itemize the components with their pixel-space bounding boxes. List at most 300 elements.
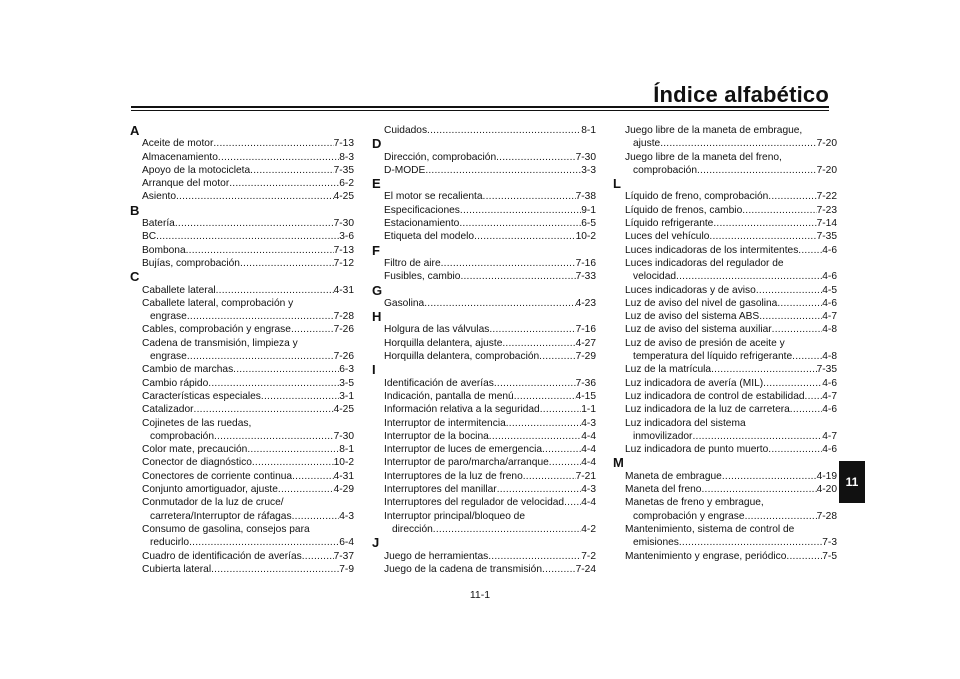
index-entry [130,151,354,164]
index-entry-term: Aceite de motor [142,138,214,150]
dot-leader [786,550,822,563]
index-entry-term: engrase [150,311,187,323]
index-entry-term: comprobación y engrase [633,510,745,522]
dot-leader [292,470,334,483]
index-entry-line: Juego libre de la maneta del freno, [625,151,782,163]
index-entry-line: Mantenimiento, sistema de control de [625,523,795,535]
index-entry-term: BC [142,231,157,243]
index-entry [613,536,837,549]
index-entry-page: 4-7 [822,430,837,442]
index-entry-term: Conjunto amortiguador, ajuste [142,484,278,496]
index-entry [372,430,596,443]
index-entry-page: 4-5 [822,284,837,296]
dot-leader [156,230,339,243]
dot-leader [692,430,822,443]
index-entry-page: 8-1 [339,444,354,456]
index-entry-term: ajuste [633,138,661,150]
title-rule-thin [131,110,829,111]
index-entry [130,177,354,190]
dot-leader [564,496,581,509]
index-entry-page: 4-6 [822,271,837,283]
dot-leader [250,164,333,177]
index-entry [372,164,596,177]
index-entry-line: Consumo de gasolina, consejos para [142,523,310,535]
dot-leader [768,443,822,456]
index-entry [130,284,354,297]
index-entry-term: D-MODE [384,164,426,176]
index-entry-term: Información relativa a la seguridad [384,404,540,416]
index-entry-term: Filtro de aire [384,257,441,269]
index-entry [130,257,354,270]
index-entry [613,430,837,443]
index-entry-term: inmovilizador [633,430,693,442]
index-entry-page: 3-6 [339,231,354,243]
index-entry-page: 7-3 [822,537,837,549]
dot-leader [425,164,581,177]
index-entry-page: 7-2 [581,550,596,562]
index-entry-page: 7-21 [575,470,596,482]
index-entry-term: Color mate, precaución [142,444,248,456]
index-entry [130,483,354,496]
dot-leader [494,377,576,390]
page-number: 11-1 [469,589,491,601]
index-entry-term: Caballete lateral [142,284,216,296]
dot-leader [229,177,339,190]
dot-leader [189,536,339,549]
index-entry [130,217,354,230]
index-entry-term: Almacenamiento [142,151,218,163]
index-entry [613,550,837,563]
dot-leader [523,470,576,483]
index-entry [130,164,354,177]
index-entry-term: temperatura del líquido refrigerante [633,351,793,363]
dot-leader [777,297,822,310]
dot-leader [441,257,576,270]
index-entry-term: Bujías, comprobación [142,257,240,269]
index-entry-term: Estacionamiento [384,218,460,230]
index-entry [372,390,596,403]
index-entry-page: 7-20 [816,164,837,176]
index-entry-page: 4-29 [333,484,354,496]
dot-leader [252,456,334,469]
index-entry [372,204,596,217]
index-entry-term: Líquido refrigerante [625,218,714,230]
dot-leader [459,217,581,230]
index-entry-term: Luces indicadoras de los intermitentes [625,244,799,256]
index-entry-term: Holgura de las válvulas [384,324,490,336]
index-entry-page: 7-30 [333,430,354,442]
dot-leader [745,510,817,523]
index-entry-page: 4-25 [333,404,354,416]
index-entry [613,204,837,217]
index-letter-heading: B [130,202,140,218]
index-entry-line: Conmutador de la luz de cruce/ [142,497,284,509]
index-entry [130,550,354,563]
index-entry-page: 6-2 [339,178,354,190]
dot-leader [187,350,334,363]
dot-leader [660,137,816,150]
index-entry-page: 3-5 [339,377,354,389]
dot-leader [756,284,822,297]
index-entry-line: Luces indicadoras del regulador de [625,257,784,269]
index-entry-page: 4-6 [822,377,837,389]
index-letter-heading: M [613,455,624,471]
index-entry-term: Luz de aviso del sistema ABS [625,311,760,323]
dot-leader [759,310,822,323]
dot-leader [542,563,576,576]
index-entry-page: 4-3 [581,484,596,496]
index-letter-heading: I [372,362,376,378]
dot-leader [240,257,334,270]
index-entry-page: 7-28 [816,510,837,522]
index-entry-page: 7-9 [339,563,354,575]
index-entry-page: 3-3 [581,164,596,176]
index-entry [372,403,596,416]
index-entry [613,403,837,416]
index-entry [613,284,837,297]
index-entry [372,483,596,496]
index-entry [613,270,837,283]
index-entry-term: Batería [142,218,175,230]
dot-leader [460,204,581,217]
index-entry-page: 7-36 [575,377,596,389]
index-entry-term: Luz indicadora de punto muerto [625,444,769,456]
index-entry [130,363,354,376]
index-entry [613,390,837,403]
index-entry-term: Fusibles, cambio [384,271,461,283]
index-entry-term: Maneta del freno [625,484,702,496]
index-entry-page: 4-8 [822,351,837,363]
index-entry-page: 7-26 [333,351,354,363]
index-entry [130,470,354,483]
index-entry [372,377,596,390]
index-entry-line: Interruptor principal/bloqueo de [384,510,526,522]
index-entry-term: Cambio de marchas [142,364,234,376]
index-entry [372,563,596,576]
dot-leader [460,270,575,283]
index-entry-term: Interruptor de intermitencia [384,417,506,429]
dot-leader [489,430,581,443]
index-entry-term: Luz de aviso del nivel de gasolina [625,297,778,309]
dot-leader [424,297,575,310]
index-entry-term: Asiento [142,191,176,203]
index-entry-page: 7-38 [575,191,596,203]
index-column-3 [613,124,837,563]
index-entry [372,443,596,456]
dot-leader [176,190,334,203]
index-entry-page: 4-3 [581,417,596,429]
index-entry [130,137,354,150]
dot-leader [218,151,339,164]
index-entry [372,417,596,430]
index-entry-term: Interruptor de luces de emergencia [384,444,542,456]
index-entry [613,190,837,203]
index-entry-term: El motor se recalienta [384,191,483,203]
index-entry-term: Conectores de corriente continua [142,470,293,482]
index-entry-page: 4-31 [333,284,354,296]
index-entry [613,310,837,323]
index-entry-page: 7-26 [333,324,354,336]
index-entry-page: 6-5 [581,218,596,230]
dot-leader [549,456,581,469]
index-entry [130,310,354,323]
index-entry-page: 4-31 [333,470,354,482]
index-entry-term: comprobación [633,164,697,176]
dot-leader [483,190,576,203]
index-entry-term: Luz de aviso del sistema auxiliar [625,324,772,336]
index-entry [372,257,596,270]
dot-leader [496,151,575,164]
index-entry-term: Luces indicadoras y de aviso [625,284,756,296]
index-entry-term: Bombona [142,244,186,256]
index-entry-page: 7-24 [575,563,596,575]
index-entry-page: 7-20 [816,138,837,150]
title-rule [131,106,829,108]
dot-leader [792,350,822,363]
index-entry-term: Características especiales [142,390,261,402]
index-entry [130,377,354,390]
dot-leader [214,430,334,443]
index-entry-term: Identificación de averías [384,377,494,389]
index-letter-heading: D [372,136,382,152]
index-entry [372,523,596,536]
index-entry-page: 7-35 [333,164,354,176]
dot-leader [798,244,822,257]
index-entry [372,217,596,230]
index-entry-term: Luz indicadora de la luz de carretera [625,404,790,416]
dot-leader [506,417,582,430]
index-entry-page: 4-25 [333,191,354,203]
index-entry-page: 7-35 [816,364,837,376]
index-entry-page: 7-29 [575,351,596,363]
index-entry [372,270,596,283]
dot-leader [175,217,334,230]
index-entry-term: Cuidados [384,125,428,136]
dot-leader [697,164,817,177]
index-entry-term: Cubierta lateral [142,563,212,575]
index-letter-heading: G [372,282,383,298]
index-entry-page: 4-7 [822,311,837,323]
dot-leader [208,377,339,390]
dot-leader [247,443,339,456]
index-entry [372,124,596,137]
index-entry [613,217,837,230]
index-entry-term: Catalizador [142,404,194,416]
index-entry [372,297,596,310]
index-entry-page: 4-8 [822,324,837,336]
index-entry [613,244,837,257]
index-entry [372,190,596,203]
dot-leader [676,270,822,283]
index-entry-term: Arranque del motor [142,178,230,190]
index-entry-term: Conector de diagnóstico [142,457,252,469]
index-entry-page: 4-4 [581,444,596,456]
index-entry-page: 10-2 [575,231,596,243]
index-entry [613,323,837,336]
dot-leader [427,124,581,137]
index-column-2 [372,124,596,576]
index-entry-page: 4-6 [822,404,837,416]
index-entry-term: Líquido de freno, comprobación [625,191,769,203]
dot-leader [216,284,334,297]
dot-leader [497,483,582,496]
index-entry [130,390,354,403]
dot-leader [713,217,816,230]
index-entry-page: 7-35 [816,231,837,243]
index-entry-page: 4-7 [822,390,837,402]
dot-leader [213,137,333,150]
dot-leader [433,523,581,536]
dot-leader [261,390,339,403]
index-entry-term: emisiones [633,537,679,549]
dot-leader [763,377,822,390]
dot-leader [292,510,340,523]
index-entry [130,403,354,416]
index-entry [372,337,596,350]
index-entry [130,563,354,576]
index-entry-line: Cadena de transmisión, limpieza y [142,337,298,349]
index-entry-term: Etiqueta del modelo [384,231,475,243]
index-entry [372,550,596,563]
index-entry [613,137,837,150]
index-entry [130,536,354,549]
index-letter-heading: J [372,535,380,551]
dot-leader [302,550,334,563]
index-entry-term: Interruptor de la bocina [384,430,489,442]
dot-leader [772,323,823,336]
dot-leader [474,230,576,243]
index-entry [372,151,596,164]
index-entry [372,456,596,469]
index-entry-line: Juego libre de la maneta de embrague, [625,125,803,136]
index-entry-page: 4-6 [822,444,837,456]
index-column-1 [130,124,354,576]
dot-leader [805,390,823,403]
index-entry-page: 7-16 [575,324,596,336]
index-entry [130,230,354,243]
index-entry [130,430,354,443]
index-entry [372,230,596,243]
dot-leader [233,363,339,376]
index-entry-page: 7-30 [333,218,354,230]
index-entry [613,443,837,456]
dot-leader [722,470,817,483]
index-entry [130,244,354,257]
index-entry [372,350,596,363]
index-entry [372,496,596,509]
index-entry-term: Horquilla delantera, comprobación [384,351,540,363]
dot-leader [502,337,575,350]
index-entry [130,190,354,203]
index-letter-heading: A [130,123,140,138]
index-entry-term: Interruptores del manillar [384,484,497,496]
index-entry-page: 7-23 [816,204,837,216]
index-entry-page: 4-4 [581,497,596,509]
dot-leader [488,550,581,563]
index-entry-page: 4-2 [581,523,596,535]
dot-leader [211,563,339,576]
index-entry-page: 4-4 [581,430,596,442]
index-entry-term: comprobación [150,430,214,442]
dot-leader [489,323,575,336]
index-entry [613,377,837,390]
index-entry-term: Interruptores del regulador de velocidad [384,497,565,509]
index-entry-page: 7-37 [333,550,354,562]
index-entry-term: Cambio rápido [142,377,209,389]
index-entry-term: Líquido de frenos, cambio [625,204,743,216]
index-entry-page: 4-19 [816,470,837,482]
index-entry-page: 4-23 [575,297,596,309]
dot-leader [291,323,334,336]
index-entry-term: Interruptor de paro/marcha/arranque [384,457,549,469]
index-entry [130,510,354,523]
dot-leader [701,483,816,496]
index-letter-heading: L [613,176,621,192]
index-entry-term: Cuadro de identificación de averías [142,550,302,562]
index-entry [613,350,837,363]
dot-leader [187,310,334,323]
index-entry-page: 8-1 [581,125,596,136]
index-entry-page: 10-2 [333,457,354,469]
index-entry-page: 1-1 [581,404,596,416]
dot-leader [679,536,822,549]
index-entry-page: 7-16 [575,257,596,269]
index-letter-heading: C [130,269,140,285]
index-entry-page: 4-3 [339,510,354,522]
index-letter-heading: E [372,176,381,192]
dot-leader [514,390,576,403]
dot-leader [186,244,334,257]
index-entry [130,323,354,336]
index-entry [613,230,837,243]
index-entry-term: Horquilla delantera, ajuste [384,337,503,349]
index-entry [613,164,837,177]
dot-leader [709,230,816,243]
index-entry-term: Mantenimiento y engrase, periódico [625,550,787,562]
index-entry-page: 9-1 [581,204,596,216]
index-entry-page: 7-22 [816,191,837,203]
index-entry-page: 4-6 [822,297,837,309]
index-entry-page: 3-1 [339,390,354,402]
index-entry-page: 7-13 [333,244,354,256]
index-entry-page: 7-12 [333,257,354,269]
index-entry [613,470,837,483]
index-entry [613,297,837,310]
index-entry-page: 7-28 [333,311,354,323]
index-entry-term: Luces del vehículo [625,231,710,243]
index-entry-page: 7-33 [575,271,596,283]
index-entry-page: 4-15 [575,390,596,402]
index-entry-term: Luz indicadora de control de estabilidad [625,390,805,402]
index-entry-term: Apoyo de la motocicleta [142,164,251,176]
index-entry-line: Manetas de freno y embrague, [625,497,764,509]
dot-leader [540,403,582,416]
index-entry-page: 4-6 [822,244,837,256]
index-entry-line: Luz de aviso de presión de aceite y [625,337,785,349]
index-entry-term: Dirección, comprobación [384,151,497,163]
index-entry-term: Luz indicadora de avería (MIL) [625,377,764,389]
index-letter-heading: H [372,309,382,325]
index-entry [130,443,354,456]
index-entry-page: 4-4 [581,457,596,469]
index-entry [613,483,837,496]
index-entry-line: Cojinetes de las ruedas, [142,417,252,429]
index-entry-term: Juego de la cadena de transmisión [384,563,543,575]
index-letter-heading: F [372,242,380,258]
index-entry-term: carretera/Interruptor de ráfagas [150,510,292,522]
index-entry-page: 7-14 [816,218,837,230]
index-entry [613,510,837,523]
